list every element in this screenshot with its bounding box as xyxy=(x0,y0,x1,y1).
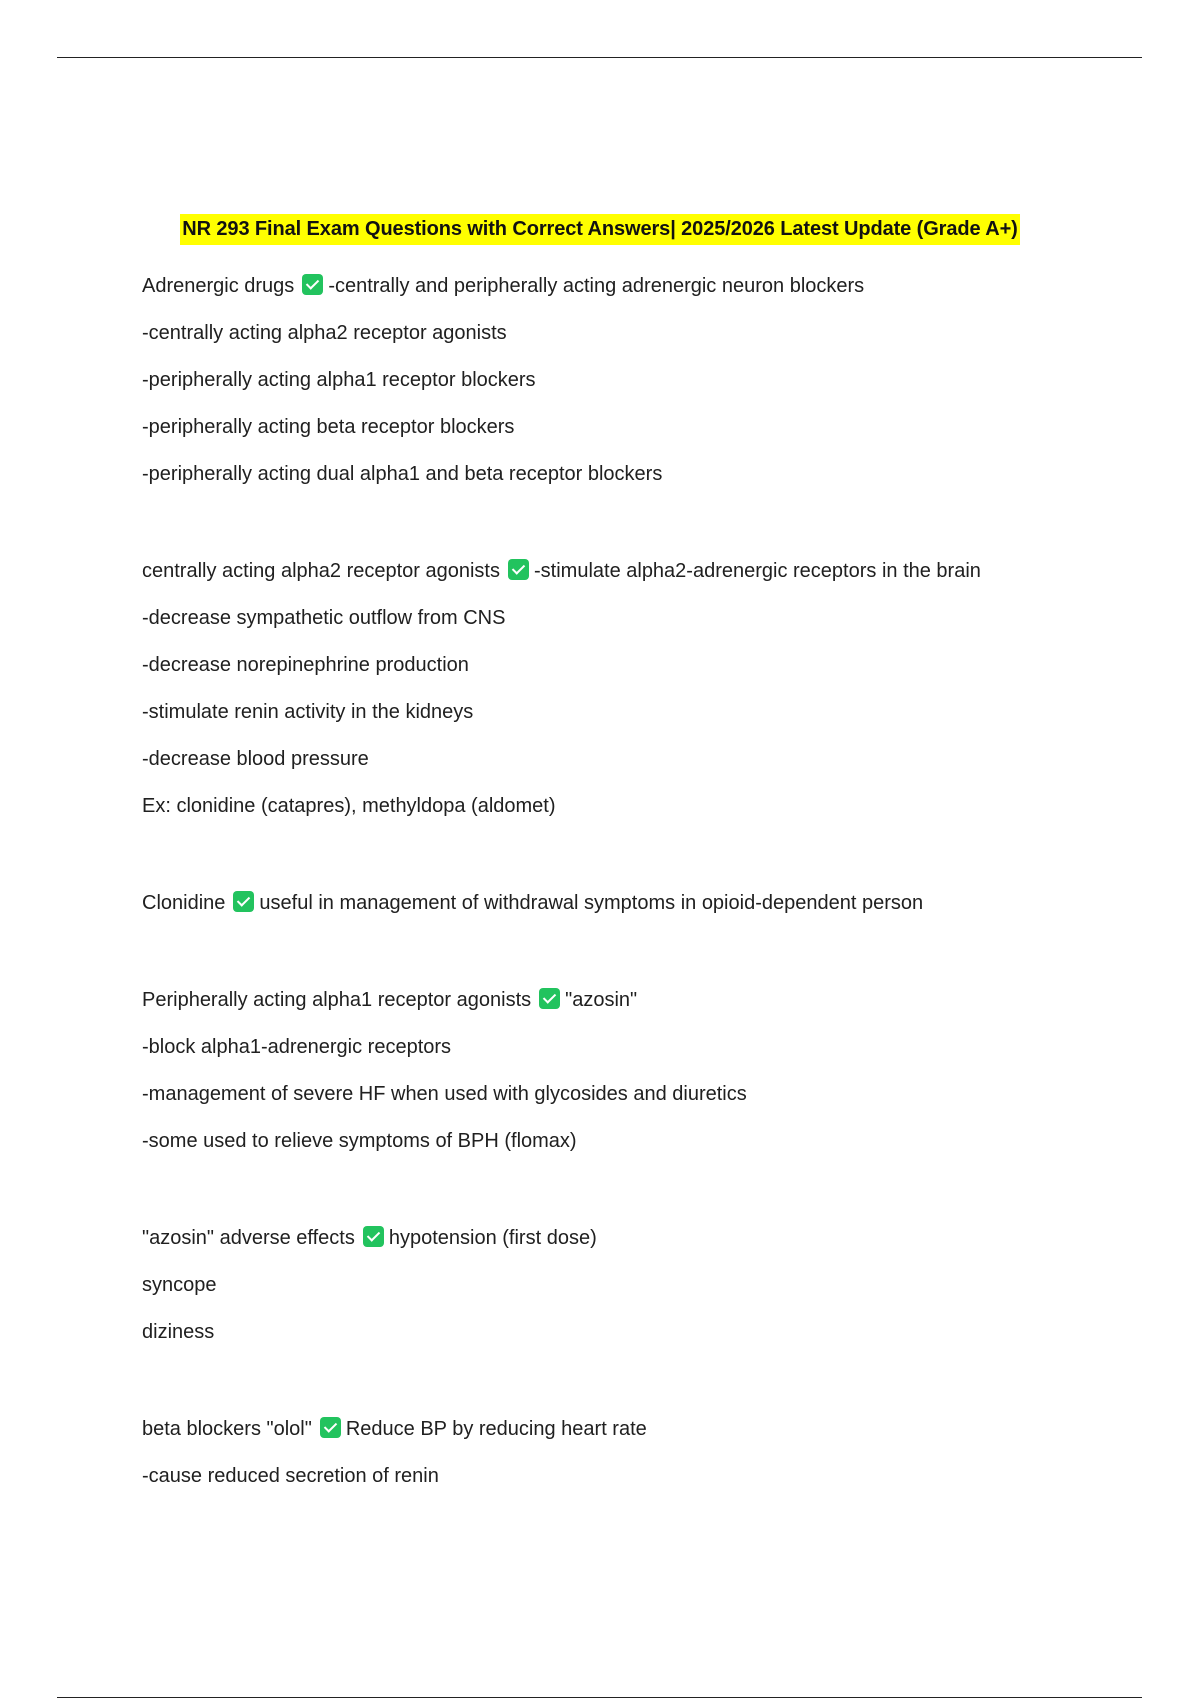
card-term-line xyxy=(142,977,1142,1024)
card-detail: -management of severe HF when used with glycosides and diuretics xyxy=(142,1083,747,1105)
card-term-line xyxy=(142,1406,1142,1453)
check-mark-icon xyxy=(302,274,323,295)
card-term-line xyxy=(142,263,1142,310)
check-mark-icon xyxy=(320,1417,341,1438)
card-term: centrally acting alpha2 receptor agonists xyxy=(142,560,500,582)
flashcard xyxy=(142,263,1142,498)
card-gap xyxy=(142,927,1142,977)
card-detail: -block alpha1-adrenergic receptors xyxy=(142,1036,452,1058)
card-detail: syncope xyxy=(142,1274,217,1296)
card-term: beta blockers "olol" xyxy=(142,1418,312,1440)
document-body xyxy=(142,263,1142,1500)
card-detail: -cause reduced secretion of renin xyxy=(142,1465,439,1487)
card-answer: hypotension (first dose) xyxy=(388,1227,597,1249)
card-gap xyxy=(142,830,1142,880)
title-wrap xyxy=(0,214,1200,245)
card-answer: useful in management of withdrawal symptoms in opioid-dependent person xyxy=(259,892,924,914)
card-detail: -decrease blood pressure xyxy=(142,748,369,770)
card-detail: -some used to relieve symptoms of BPH (flomax) xyxy=(142,1130,577,1152)
card-detail: Ex: clonidine (catapres), methyldopa (aldomet) xyxy=(142,795,556,817)
card-term: Clonidine xyxy=(142,892,226,914)
card-detail: -decrease norepinephrine production xyxy=(142,654,469,676)
card-detail: -stimulate renin activity in the kidneys xyxy=(142,701,474,723)
header-rule xyxy=(57,57,1142,58)
flashcard xyxy=(142,1215,1142,1356)
document-title: NR 293 Final Exam Questions with Correct Answers| 2025/2026 Latest Update (Grade A+) xyxy=(180,214,1019,245)
check-mark-icon xyxy=(233,891,254,912)
card-term: Peripherally acting alpha1 receptor agonists xyxy=(142,989,532,1011)
card-answer: -stimulate alpha2-adrenergic receptors in the brain xyxy=(534,560,981,582)
footer-rule xyxy=(57,1697,1142,1698)
card-detail: -peripherally acting dual alpha1 and beta receptor blockers xyxy=(142,463,663,485)
card-detail: -peripherally acting alpha1 receptor blockers xyxy=(142,369,536,391)
card-term: "azosin" adverse effects xyxy=(142,1227,355,1249)
card-term-line xyxy=(142,548,1142,595)
card-term: Adrenergic drugs xyxy=(142,275,295,297)
card-detail: diziness xyxy=(142,1321,215,1343)
card-answer: "azosin" xyxy=(565,989,638,1011)
flashcard xyxy=(142,977,1142,1165)
card-gap xyxy=(142,1356,1142,1406)
check-mark-icon xyxy=(508,559,529,580)
check-mark-icon xyxy=(363,1226,384,1247)
flashcard xyxy=(142,880,1142,927)
card-term-line xyxy=(142,880,1142,927)
card-gap xyxy=(142,1165,1142,1215)
card-gap xyxy=(142,498,1142,548)
card-answer: -centrally and peripherally acting adrenergic neuron blockers xyxy=(328,275,865,297)
card-detail: -decrease sympathetic outflow from CNS xyxy=(142,607,506,629)
flashcard xyxy=(142,1406,1142,1500)
check-mark-icon xyxy=(539,988,560,1009)
card-term-line xyxy=(142,1215,1142,1262)
card-detail: -peripherally acting beta receptor blockers xyxy=(142,416,515,438)
card-detail: -centrally acting alpha2 receptor agonists xyxy=(142,322,507,344)
card-answer: Reduce BP by reducing heart rate xyxy=(345,1418,647,1440)
flashcard xyxy=(142,548,1142,830)
